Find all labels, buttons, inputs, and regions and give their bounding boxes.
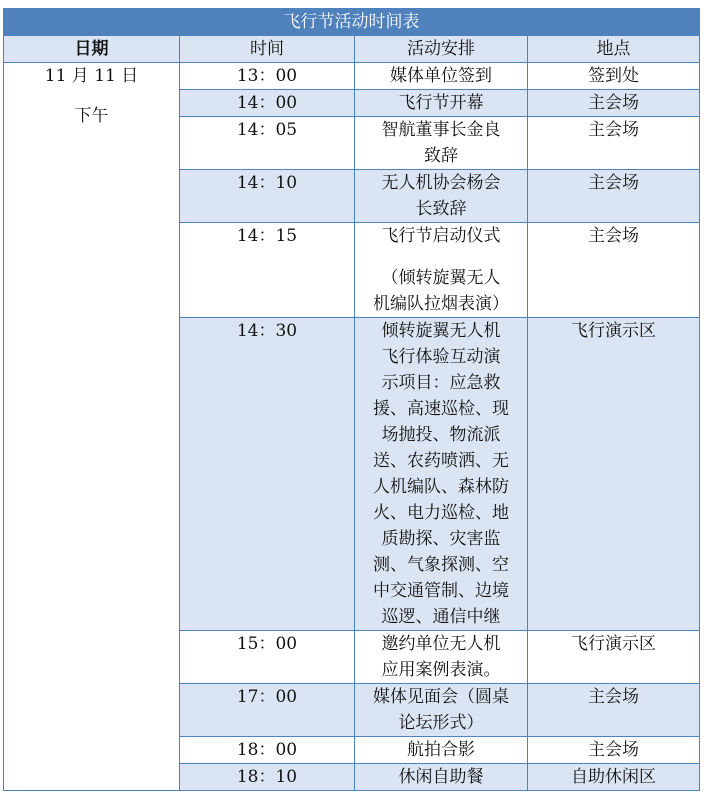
header-time: 时间: [180, 36, 355, 63]
activity-line: 示项目：应急救: [381, 373, 501, 393]
activity-line: 火、电力巡检、地: [373, 503, 509, 523]
activity-line: 飞行体验互动演: [381, 347, 501, 367]
date-cell: [4, 63, 180, 791]
header-row: [4, 36, 700, 63]
header-date: 日期: [4, 36, 180, 63]
location-cell: 飞行演示区: [528, 631, 700, 684]
activity-cell: [355, 684, 528, 737]
activity-line: 援、高速巡检、现: [373, 399, 509, 419]
activity-cell: [355, 764, 528, 791]
location-cell: 签到处: [528, 63, 700, 90]
activity-line: （倾转旋翼无人: [381, 268, 501, 288]
activity-cell: [355, 737, 528, 764]
schedule-table: [3, 8, 700, 791]
activity-line: 飞行节开幕: [398, 93, 484, 113]
activity-cell: [355, 631, 528, 684]
activity-line: 中交通管制、边境: [373, 581, 509, 601]
location-cell: 主会场: [528, 170, 700, 223]
header-location: 地点: [528, 36, 700, 63]
activity-cell: [355, 170, 528, 223]
location-cell: 主会场: [528, 223, 700, 318]
title-row: [4, 9, 700, 36]
activity-line: 致辞: [424, 146, 458, 166]
activity-line: 倾转旋翼无人机: [381, 321, 501, 341]
activity-line: 媒体见面会（圆桌: [373, 687, 509, 707]
line-gap: [355, 249, 527, 265]
activity-line: 论坛形式）: [398, 713, 484, 733]
activity-line: 智航董事长金良: [381, 120, 501, 140]
activity-cell: [355, 223, 528, 318]
activity-line: 长致辞: [415, 199, 467, 219]
location-cell: 主会场: [528, 117, 700, 170]
location-cell: 主会场: [528, 90, 700, 117]
activity-line: 机编队拉烟表演）: [373, 294, 509, 314]
activity-line: 质勘探、灾害监: [381, 529, 501, 549]
activity-line: 人机编队、森林防: [373, 477, 509, 497]
activity-cell: [355, 318, 528, 631]
location-cell: 主会场: [528, 737, 700, 764]
activity-line: 休闲自助餐: [398, 767, 484, 787]
activity-cell: [355, 117, 528, 170]
location-cell: 飞行演示区: [528, 318, 700, 631]
location-cell: 主会场: [528, 684, 700, 737]
activity-line: 媒体单位签到: [390, 66, 492, 86]
header-activity: 活动安排: [355, 36, 528, 63]
time-cell: 14：10: [180, 170, 355, 223]
period-text: 下午: [74, 106, 109, 126]
activity-cell: [355, 63, 528, 90]
time-cell: 18：00: [180, 737, 355, 764]
activity-line: 场抛投、物流派: [381, 425, 501, 445]
activity-line: 飞行节启动仪式: [381, 226, 501, 246]
time-cell: 14：30: [180, 318, 355, 631]
table-row: [4, 63, 700, 90]
time-cell: 14：05: [180, 117, 355, 170]
time-cell: 17：00: [180, 684, 355, 737]
time-cell: 15：00: [180, 631, 355, 684]
time-cell: 18：10: [180, 764, 355, 791]
time-cell: 14：00: [180, 90, 355, 117]
activity-line: 巡逻、通信中继: [381, 607, 501, 627]
location-cell: 自助休闲区: [528, 764, 700, 791]
activity-line: 邀约单位无人机: [381, 634, 501, 654]
activity-line: 无人机协会杨会: [381, 173, 501, 193]
activity-line: 测、气象探测、空: [373, 555, 509, 575]
activity-cell: [355, 90, 528, 117]
activity-line: 应用案例表演。: [381, 660, 501, 680]
time-cell: 14：15: [180, 223, 355, 318]
activity-line: 航拍合影: [407, 740, 475, 760]
time-cell: 13：00: [180, 63, 355, 90]
table-title: 飞行节活动时间表: [4, 9, 700, 36]
activity-line: 送、农药喷洒、无: [373, 451, 509, 471]
date-text: 11 月 11 日: [44, 66, 139, 86]
